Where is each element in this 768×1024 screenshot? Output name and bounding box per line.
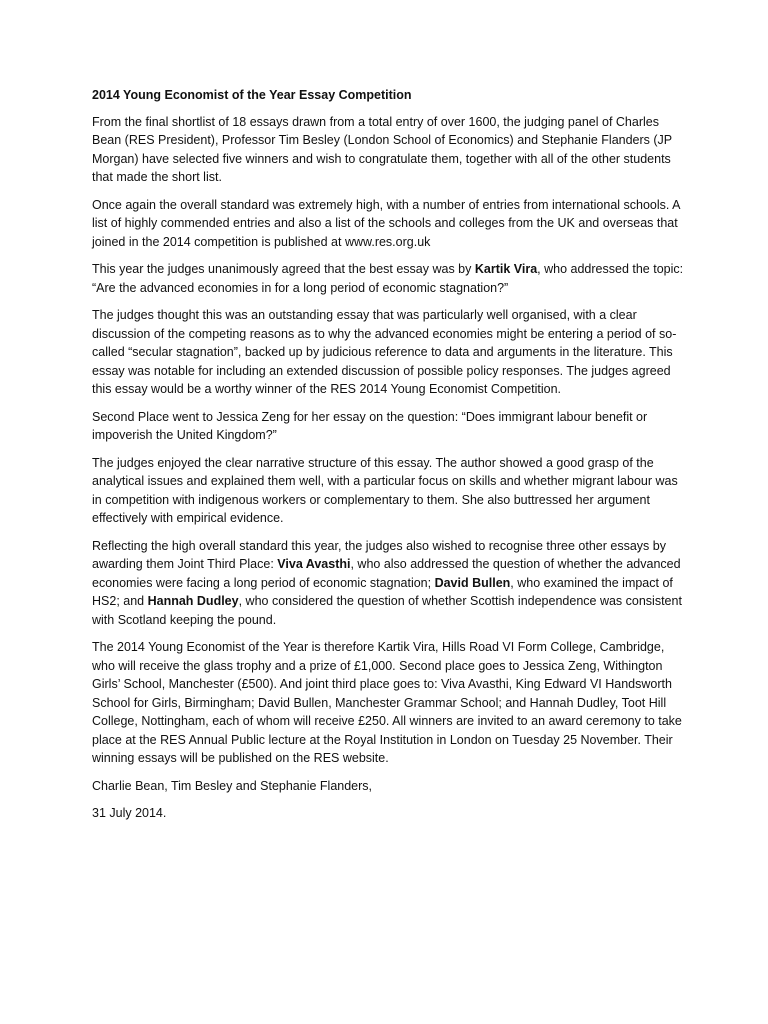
paragraph-second-assessment: The judges enjoyed the clear narrative structure of this essay. The author showed a good grasp of the analytical issues and explained them well, with a particular focus on skills and whether migrant labour was in competition with indigenous workers or complementary to them. She also buttressed her argument effectively with empirical evidence. bbox=[92, 455, 678, 525]
winner-name: Kartik Vira bbox=[474, 262, 538, 276]
third-bullen-text: , who examined the impact of HS2; and bbox=[92, 575, 673, 608]
paragraph-winner bbox=[92, 260, 690, 297]
document-title: 2014 Young Economist of the Year Essay Competition bbox=[92, 88, 412, 102]
paragraph-prizes: The 2014 Young Economist of the Year is therefore Kartik Vira, Hills Road VI Form College, Cambridge, who will receive the glass trophy and a prize of £1,000. Second place goes to Jessica Zeng, Withington Girls’ School, Manchester (£500). And joint third place goes to: Viva Avasthi, King Edward VI Handsworth School for Girls, Birmingham; David Bullen, Manchester Grammar School; and Hannah Dudley, Toot Hill College, Nottingham, each of whom will receive £250. All winners are invited to an award ceremony to take place at the RES Annual Public lecture at the Royal Institution in London on Tuesday 25 November. Their winning essays will be published on the RES website. bbox=[92, 640, 682, 765]
third-intro-text: Reflecting the high overall standard this year, the judges also wished to recognise three other essays by awarding them Joint Third Place: bbox=[92, 538, 666, 571]
document-page bbox=[92, 86, 690, 823]
winner-intro-text: This year the judges unanimously agreed that the best essay was by bbox=[92, 262, 475, 276]
third-name-dudley: Hannah Dudley bbox=[147, 594, 239, 608]
paragraph-winner-assessment: The judges thought this was an outstanding essay that was particularly well organised, with a clear discussion of the competing reasons as to why the advanced economies might be entering a period of so-called “secular stagnation”, backed up by judicious reference to data and arguments in the literature. This essay was notable for including an extended discussion of possible policy responses. The judges agreed this essay would be a worthy winner of the RES 2014 Young Economist Competition. bbox=[92, 308, 677, 396]
paragraph-joint-third bbox=[92, 537, 690, 630]
third-name-bullen: David Bullen bbox=[434, 575, 511, 590]
paragraph-standard: Once again the overall standard was extremely high, with a number of entries from international schools. A list of highly commended entries and also a list of the schools and colleges from the UK and overseas that joined in the 2014 competition is published at www.res.org.uk bbox=[92, 197, 680, 249]
third-name-avasthi: Viva Avasthi bbox=[277, 557, 351, 571]
third-avasthi-text: , who also addressed the question of whether the advanced economies were facing a long period of economic stagnation; bbox=[92, 557, 681, 590]
paragraph-second-place: Second Place went to Jessica Zeng for her essay on the question: “Does immigrant labour benefit or impoverish the United Kingdom?” bbox=[92, 409, 648, 442]
paragraph-shortlist: From the final shortlist of 18 essays drawn from a total entry of over 1600, the judging panel of Charles Bean (RES President), Professor Tim Besley (London School of Economics) and Stephanie Flanders (JP Morgan) have selected five winners and wish to congratulate them, together with all of the other students that made the short list. bbox=[92, 114, 672, 184]
third-dudley-text: , who considered the question of whether Scottish independence was consistent with Scotland keeping the pound. bbox=[92, 594, 682, 627]
winner-topic-text: , who addressed the topic: “Are the advanced economies in for a long period of economic stagnation?” bbox=[92, 262, 684, 295]
document-date: 31 July 2014. bbox=[92, 806, 167, 820]
signoff: Charlie Bean, Tim Besley and Stephanie Flanders, bbox=[92, 778, 373, 793]
